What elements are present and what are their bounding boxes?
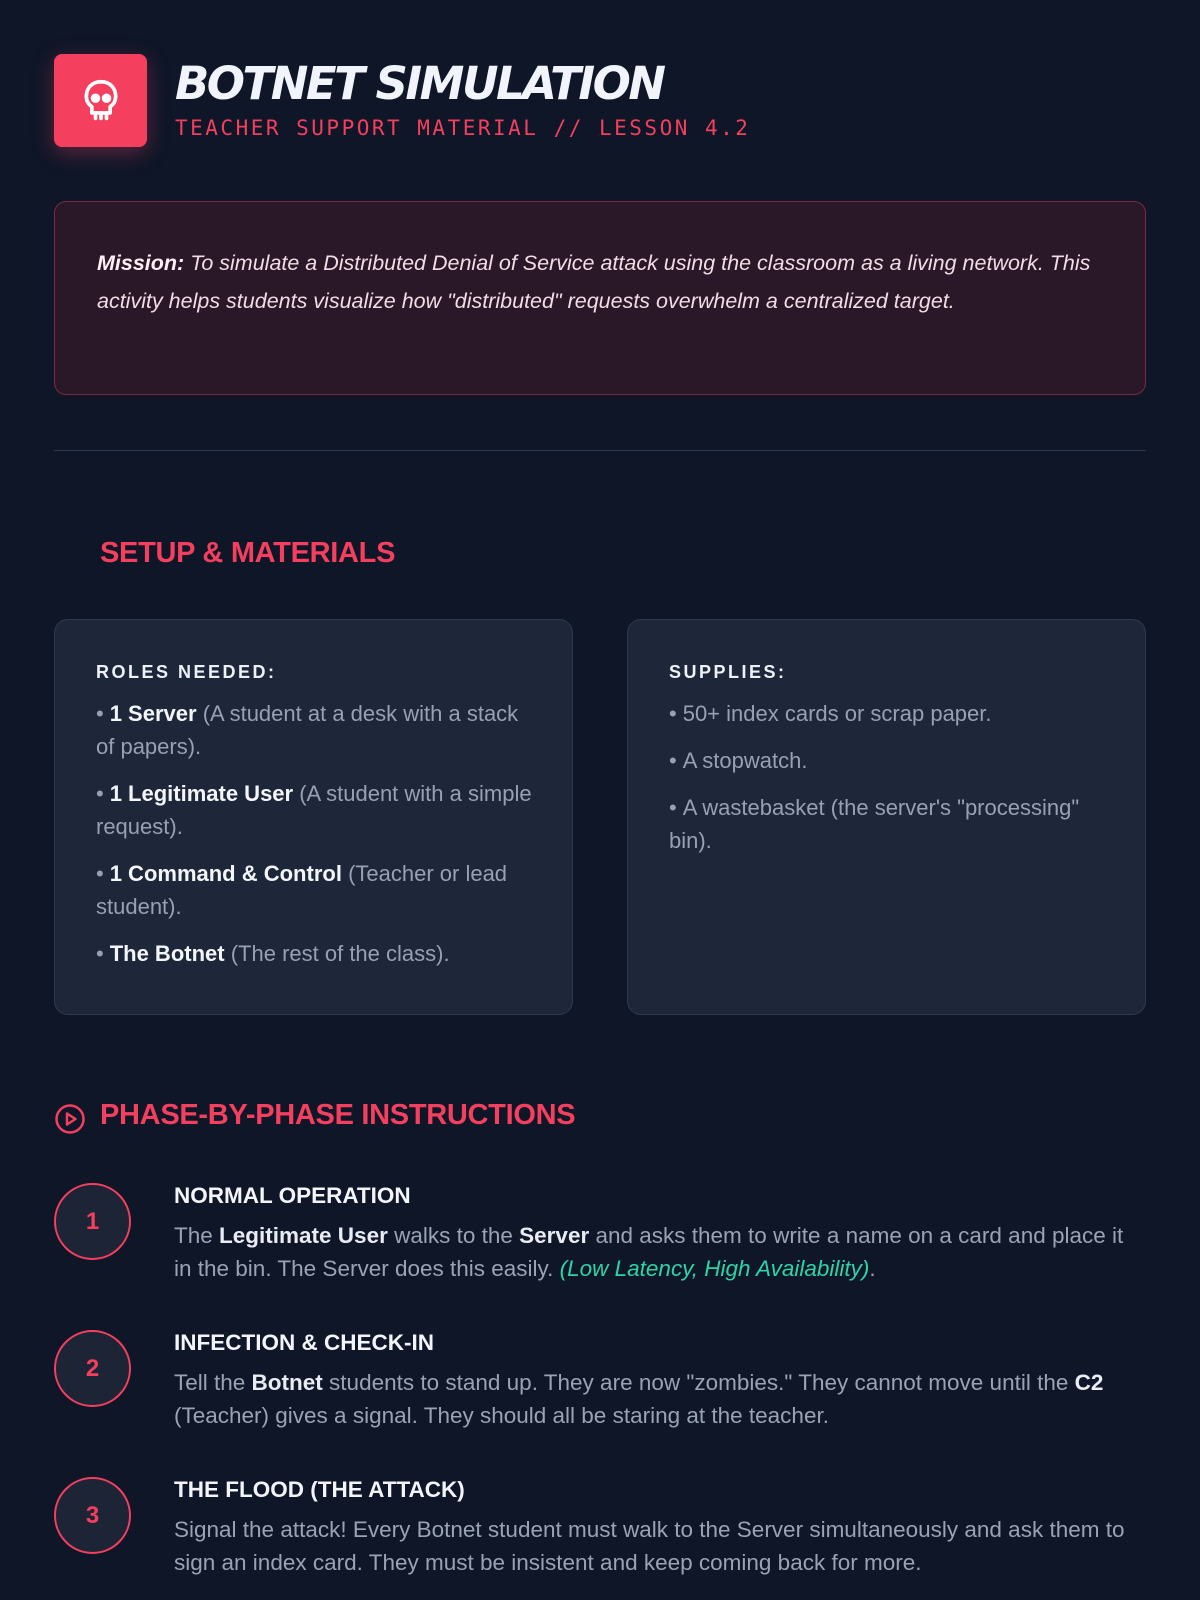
text-run: walks to the xyxy=(387,1223,520,1248)
supply-text: A wastebasket (the server's "processing" bin). xyxy=(669,795,1080,853)
role-name: The Botnet xyxy=(109,941,225,966)
text-run: The xyxy=(174,1223,220,1248)
phase-description xyxy=(174,1219,1134,1285)
text-run: Tell the xyxy=(174,1370,252,1395)
supply-text: A stopwatch. xyxy=(682,748,808,773)
page-title: BOTNET SIMULATION xyxy=(175,57,664,110)
mission-body: To simulate a Distributed Denial of Service attack using the classroom as a living network. This activity helps students visualize how "distributed" requests overwhelm a centralized target. xyxy=(97,251,1091,313)
role-desc: (A student with a simple request). xyxy=(96,781,532,839)
phase-description xyxy=(174,1513,1134,1579)
phases-section-title: PHASE-BY-PHASE INSTRUCTIONS xyxy=(100,1099,576,1131)
role-name: 1 Legitimate User xyxy=(109,781,294,806)
mission-label: Mission: xyxy=(97,251,185,275)
role-desc: (A student at a desk with a stack of papers). xyxy=(96,701,519,759)
supplies-title: SUPPLIES: xyxy=(669,662,787,682)
role-name: 1 Server xyxy=(109,701,197,726)
roles-card xyxy=(54,619,573,1015)
skull-icon xyxy=(79,78,123,124)
supplies-card xyxy=(627,619,1146,1015)
setup-section-title: SETUP & MATERIALS xyxy=(100,537,396,569)
mission-box xyxy=(54,201,1146,395)
phase-title: THE FLOOD (THE ATTACK) xyxy=(174,1477,465,1502)
text-run: (Teacher) gives a signal. They should all be staring at the teacher. xyxy=(174,1403,829,1428)
list-item: • The Botnet (The rest of the class). xyxy=(96,941,450,966)
phase-title: NORMAL OPERATION xyxy=(174,1183,411,1208)
text-run: Signal the attack! Every Botnet student must walk to the Server simultaneously and ask them to sign an index card. They must be insistent and keep coming back for more. xyxy=(174,1517,1125,1575)
text-bold: C2 xyxy=(1074,1370,1104,1395)
list-item: • 1 Server (A student at a desk with a stack of papers). xyxy=(96,701,519,759)
mission-text xyxy=(97,244,1103,320)
text-run: students to stand up. They are now "zombies." They cannot move until the xyxy=(322,1370,1075,1395)
phase-number-badge: 3 xyxy=(54,1477,131,1554)
list-item: • 1 Command & Control (Teacher or lead student). xyxy=(96,861,508,919)
list-item: • 50+ index cards or scrap paper. xyxy=(669,701,992,726)
logo-badge xyxy=(54,54,147,147)
role-desc: (Teacher or lead student). xyxy=(96,861,508,919)
list-item: • 1 Legitimate User (A student with a simple request). xyxy=(96,781,532,839)
supply-text: 50+ index cards or scrap paper. xyxy=(682,701,992,726)
roles-title: ROLES NEEDED: xyxy=(96,662,277,682)
play-circle-icon xyxy=(54,1103,86,1135)
text-bold: Botnet xyxy=(251,1370,323,1395)
role-desc: (The rest of the class). xyxy=(230,941,450,966)
text-run: and asks them to write a name on a card and place it in the bin. The Server does this easily. xyxy=(174,1223,1124,1281)
list-item: • A stopwatch. xyxy=(669,748,808,773)
phase-number-badge: 2 xyxy=(54,1330,131,1407)
supplies-list xyxy=(669,697,1107,857)
page-subtitle: TEACHER SUPPORT MATERIAL // LESSON 4.2 xyxy=(175,116,751,140)
role-name: 1 Command & Control xyxy=(109,861,342,886)
text-bold: Server xyxy=(519,1223,590,1248)
phase-number-badge: 1 xyxy=(54,1183,131,1260)
roles-list xyxy=(96,697,534,970)
text-run: . xyxy=(869,1256,876,1281)
list-item: • A wastebasket (the server's "processing" bin). xyxy=(669,795,1080,853)
section-divider xyxy=(54,450,1146,451)
text-accent: (Low Latency, High Availability) xyxy=(559,1256,870,1281)
text-bold: Legitimate User xyxy=(219,1223,388,1248)
phase-title: INFECTION & CHECK-IN xyxy=(174,1330,434,1355)
phase-description xyxy=(174,1366,1134,1432)
